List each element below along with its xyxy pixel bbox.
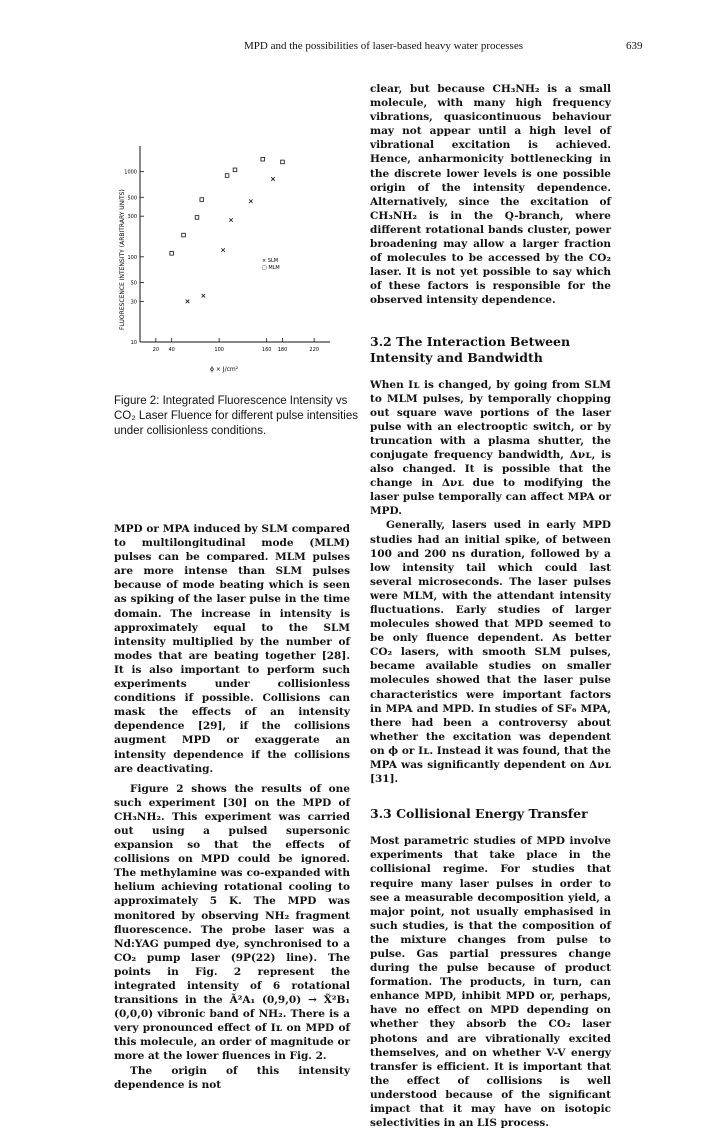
left-paragraph-1: MPD or MPA induced by SLM compared to multilongitudinal mode (MLM) pulses can be compared. MLM pulses are more intense than SLM pulses because of mode beating which is seen as spiking of the laser pulse in the time domain. The increase in intensity is approximately equal to the SLM intensity multiplied by the number of modes that are beating together [28]. It is also important to perform such experiments under collisionless conditions if possible. Collisions can mask the effects of an intensity dependence [29], if the collisions augment MPD or exaggerate an intensity dependence if the collisions are deactivating. bbox=[114, 523, 350, 775]
data-point-slm bbox=[271, 177, 275, 181]
x-tick-label: 20 bbox=[152, 347, 160, 353]
data-point-mlm bbox=[261, 157, 265, 161]
x-axis-label: ϕ × J/cm² bbox=[210, 366, 239, 373]
data-point-mlm bbox=[182, 233, 186, 237]
right-column bbox=[370, 82, 611, 1130]
x-tick-label: 180 bbox=[277, 347, 288, 353]
right-paragraph-2: When Iʟ is changed, by going from SLM to MLM pulses, by temporally chopping out square wave portions of the laser pulse with an electrooptic switch, or by truncation with a plasma shutter, the conjugate frequency bandwidth, Δνʟ, is also changed. It is possible that the change in Δνʟ due to modifying the laser pulse temporally can affect MPA or MPD. bbox=[370, 378, 611, 518]
data-point-mlm bbox=[281, 160, 285, 164]
data-point-slm bbox=[249, 199, 253, 203]
legend-entry-slm: × SLM bbox=[262, 258, 279, 264]
x-tick-label: 220 bbox=[309, 347, 319, 353]
chart-legend bbox=[262, 258, 280, 271]
y-tick-label: 30 bbox=[130, 299, 137, 306]
data-point-slm bbox=[202, 294, 206, 298]
data-point-mlm bbox=[233, 168, 237, 172]
left-column bbox=[114, 522, 350, 1092]
figure-caption bbox=[114, 394, 358, 439]
data-point-mlm bbox=[195, 216, 199, 220]
x-tick-label: 40 bbox=[168, 347, 175, 353]
y-tick-label: 1000 bbox=[124, 169, 137, 176]
page-number: 639 bbox=[626, 40, 643, 52]
caption-label: Figure 2: bbox=[114, 395, 160, 407]
data-points bbox=[170, 157, 284, 303]
right-paragraph-4: Most parametric studies of MPD involve experiments that take place in the collisional regime. For studies that require many laser pulses in order to see a measurable decomposition yield, a major point, not usually emphasised in such studies, is that the composition of the mixture changes from pulse to pulse. Gas partial pressures change during the pulse because of product formation. The products, in turn, can enhance MPD, inhibit MPD or, perhaps, have no effect on MPD depending on whether they absorb the CO₂ laser photons and are vibrationally excited themselves, and on whether V-V energy transfer is efficient. It is important that the effect of collisions is well understood because of the significant impact that it may have on isotopic selectivities in an LIS process. bbox=[370, 835, 611, 1130]
section-3-2-title: 3.2 The Interaction Between Intensity and Bandwidth bbox=[370, 333, 571, 365]
right-paragraph-3: Generally, lasers used in early MPD studies had an initial spike, of between 100 and 200 ns duration, followed by a low intensity tail which could last several microseconds. The laser pulses were MLM, with the attendant intensity fluctuations. Early studies of larger molecules showed that MPD seemed to be only fluence dependent. As better CO₂ lasers, with smooth SLM pulses, became available studies on smaller molecules showed that the laser pulse characteristics were important factors in MPA and MPD. In studies of SF₆ MPA, there had been a controversy about whether the excitation was dependent on ϕ or Iʟ. Instead it was found, that the MPA was significantly dependent on Δνʟ [31]. bbox=[370, 519, 611, 786]
y-tick-label: 100 bbox=[127, 254, 137, 261]
page-header bbox=[0, 40, 727, 58]
right-paragraph-1: clear, but because CH₃NH₂ is a small molecule, with many high frequency vibrations, quasicontinuous behaviour may not appear until a high level of vibrational excitation is achieved. Hence, anharmonicity bottlenecking in the discrete lower levels is one possible origin of the intensity dependence. Alternatively, since the excitation of CH₃NH₂ is in the Q-branch, where different rotational bands cluster, power broadening may allow a larger fraction of molecules to be accessed by the CO₂ laser. It is not yet possible to say which of these factors is responsible for the observed intensity dependence. bbox=[370, 83, 611, 307]
data-point-slm bbox=[229, 218, 233, 222]
left-paragraph-2: Figure 2 shows the results of one such experiment [30] on the MPD of CH₃NH₂. This experiment was carried out using a pulsed supersonic expansion so that the effects of collisions on MPD could be ignored. The methylamine was co-expanded with helium achieving rotational cooling to approximately 5 K. The MPD was monitored by observing NH₂ fragment fluorescence. The probe laser was a Nd:YAG pumped dye, synchronised to a CO₂ pump laser (9P(22) line). The points in Fig. 2 represent the integrated intensity of 6 rotational transitions in the Ã²A₁ (0,9,0) → X̃²B₁ (0,0,0) vibronic band of NH₂. There is a very pronounced effect of Iʟ on MPD of this molecule, an order of magnitude or more at the lower fluences in Fig. 2. bbox=[114, 782, 350, 1063]
section-3-3-title: 3.3 Collisional Energy Transfer bbox=[370, 806, 588, 822]
x-tick-label: 160 bbox=[261, 347, 272, 353]
running-title: MPD and the possibilities of laser-based heavy water processes bbox=[244, 40, 523, 52]
data-point-mlm bbox=[200, 198, 204, 202]
data-point-slm bbox=[186, 300, 190, 304]
y-tick-label: 50 bbox=[130, 280, 137, 287]
left-paragraph-3: The origin of this intensity dependence is not bbox=[114, 1064, 350, 1091]
caption-text: Integrated Fluorescence Intensity vs CO₂ Laser Fluence for different pulse intensities under collisionless conditions. bbox=[114, 395, 358, 437]
data-point-slm bbox=[221, 248, 225, 252]
x-tick-label: 100 bbox=[214, 347, 224, 353]
y-tick-label: 10 bbox=[130, 340, 137, 346]
x-ticks bbox=[153, 338, 319, 353]
chart-axes bbox=[140, 146, 330, 342]
y-axis-label: FLUORESCENCE INTENSITY (ARBITRARY UNITS) bbox=[119, 189, 126, 330]
y-tick-label: 500 bbox=[127, 195, 137, 202]
data-point-mlm bbox=[225, 174, 229, 178]
y-ticks bbox=[124, 170, 144, 346]
figure-2 bbox=[114, 140, 340, 378]
data-point-mlm bbox=[170, 251, 174, 255]
legend-entry-mlm: □ MLM bbox=[262, 265, 280, 271]
y-tick-label: 300 bbox=[127, 214, 137, 221]
fluorescence-chart bbox=[114, 140, 340, 378]
